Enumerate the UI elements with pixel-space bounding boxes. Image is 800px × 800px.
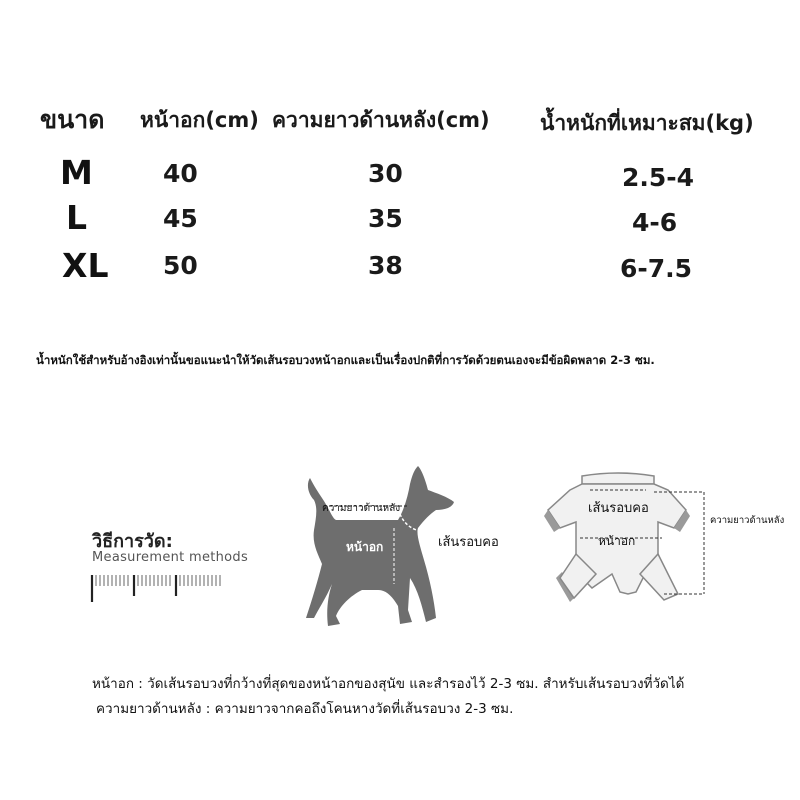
- row-l-back-length: 35: [368, 204, 403, 233]
- dog-back-length-label: ความยาวด้านหลัง: [322, 503, 401, 514]
- row-l-chest: 45: [163, 204, 198, 233]
- weight-note: น้ำหนักใช้สำหรับอ้างอิงเท่านั้นขอแนะนำให้วัดเส้นรอบวงหน้าอกและเป็นเรื่องปกติที่การวัดด้วยตนเองจะมีข้อผิดพลาด 2-3 ซม.: [36, 353, 655, 367]
- row-xl-chest: 50: [163, 251, 198, 280]
- method-title: วิธีการวัด:: [92, 531, 173, 552]
- row-xl-back-length: 38: [368, 251, 403, 280]
- row-xl-weight: 6-7.5: [620, 254, 693, 283]
- dog-chest-label: หน้าอก: [346, 540, 384, 554]
- shirt-back-length-label: ความยาวด้านหลัง: [710, 515, 785, 526]
- ruler-icon: [88, 572, 228, 604]
- header-chest: หน้าอก(cm): [140, 108, 259, 132]
- row-l-size: L: [66, 198, 88, 237]
- header-back-length: ความยาวด้านหลัง(cm): [272, 108, 490, 132]
- row-m-weight: 2.5-4: [622, 163, 695, 192]
- shirt-chest-label: หน้าอก: [598, 534, 636, 548]
- row-m-back-length: 30: [368, 159, 403, 188]
- row-m-size: M: [60, 153, 93, 192]
- method-subtitle: Measurement methods: [92, 550, 249, 565]
- shirt-neck-label: เส้นรอบคอ: [588, 501, 649, 516]
- header-weight: น้ำหนักที่เหมาะสม(kg): [540, 111, 754, 135]
- row-l-weight: 4-6: [632, 208, 678, 237]
- footer-chest-line: หน้าอก : วัดเส้นรอบวงที่กว้างที่สุดของหน้าอกของสุนัข และสำรองไว้ 2-3 ซม. สำหรับเส้นรอบวงที่วัดได้: [92, 676, 685, 692]
- row-xl-size: XL: [62, 246, 109, 285]
- header-size: ขนาด: [40, 105, 105, 134]
- footer-back-line: ความยาวด้านหลัง : ความยาวจากคอถึงโคนหางวัดที่เส้นรอบวง 2-3 ซม.: [96, 701, 514, 717]
- dog-neck-label: เส้นรอบคอ: [438, 535, 499, 550]
- row-m-chest: 40: [163, 159, 198, 188]
